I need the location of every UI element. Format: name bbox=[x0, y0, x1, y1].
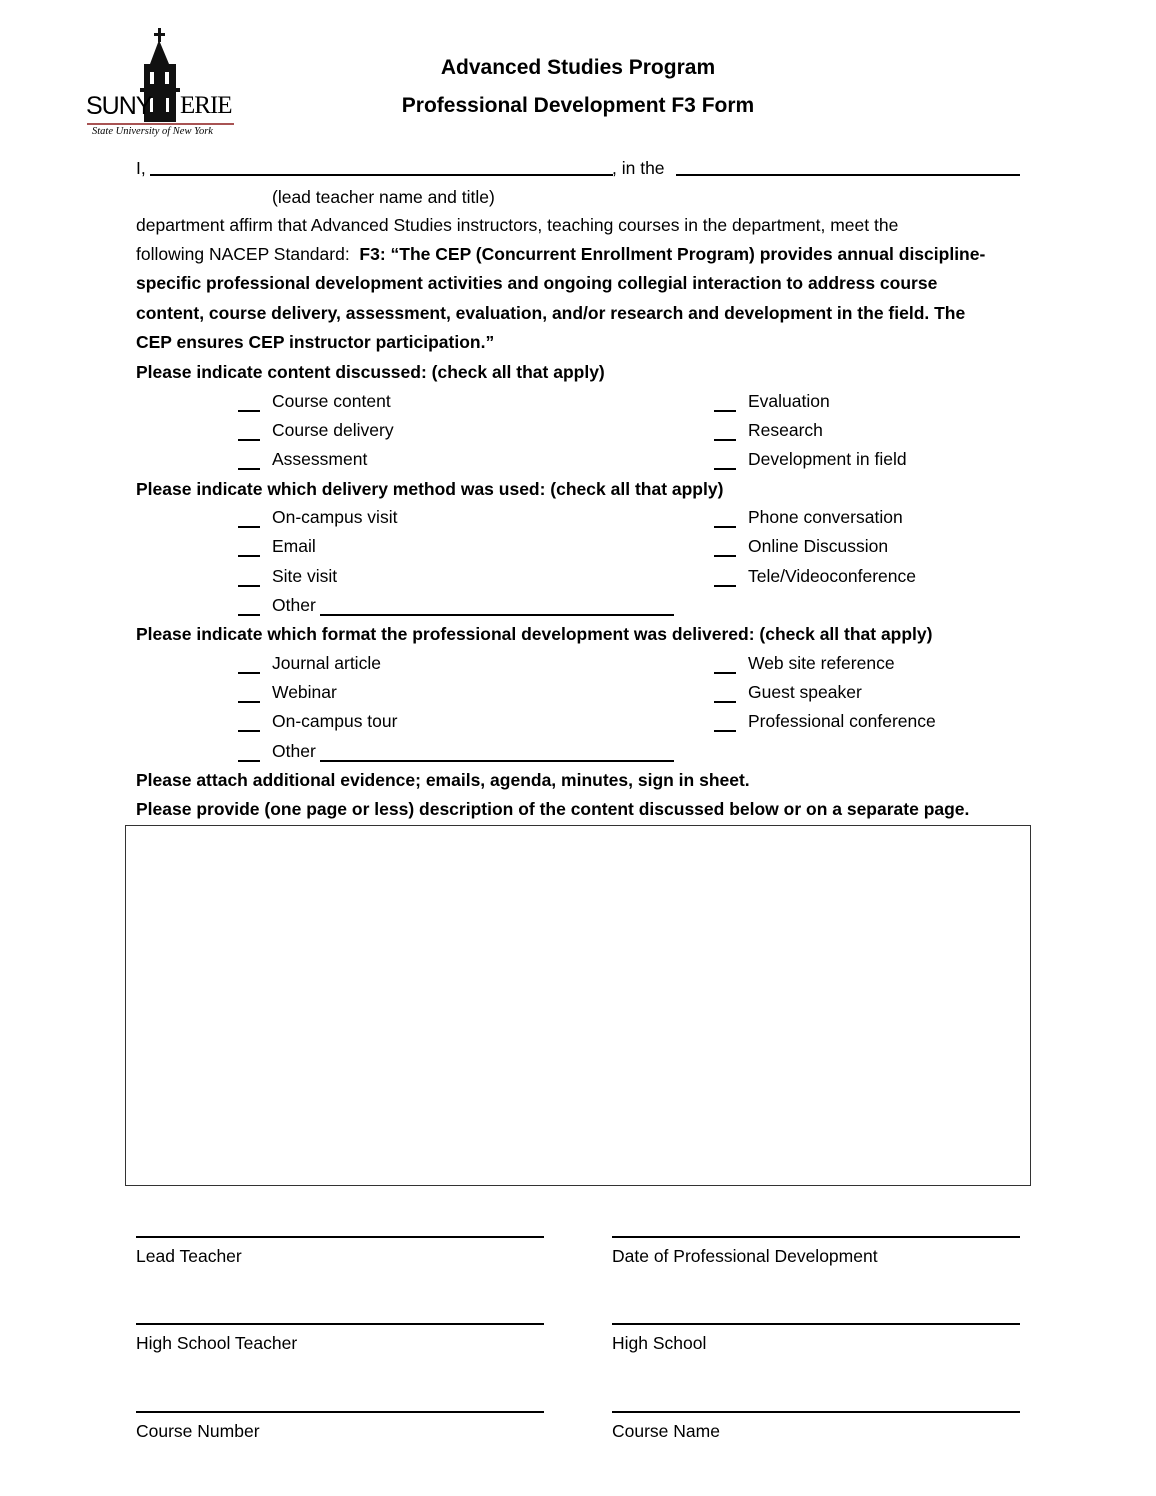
checkbox-tele-videoconference[interactable]: Tele/Videoconference bbox=[714, 565, 916, 587]
affirm-in-the: , in the bbox=[612, 158, 665, 178]
checkbox-professional-conference[interactable]: Professional conference bbox=[714, 710, 936, 732]
checkbox-delivery-other[interactable]: Other bbox=[238, 594, 674, 616]
affirm-line2-bold: F3: “The CEP (Concurrent Enrollment Program) provides annual discipline- bbox=[359, 244, 986, 265]
logo-suny-text: SUNY bbox=[86, 92, 152, 120]
checkbox-assessment[interactable]: Assessment bbox=[238, 448, 367, 470]
checkbox-online-discussion[interactable]: Online Discussion bbox=[714, 535, 888, 557]
content-heading: Please indicate content discussed: (check all that apply) bbox=[136, 362, 605, 382]
affirm-line2 bbox=[136, 240, 1026, 269]
course-name-line[interactable] bbox=[612, 1411, 1020, 1413]
checkbox-guest-speaker[interactable]: Guest speaker bbox=[714, 681, 862, 703]
delivery-heading: Please indicate which delivery method was used: (check all that apply) bbox=[136, 479, 724, 499]
checkbox-web-site-reference[interactable]: Web site reference bbox=[714, 652, 895, 674]
delivery-other-field[interactable] bbox=[320, 596, 674, 616]
checkbox-development-in-field[interactable]: Development in field bbox=[714, 448, 907, 470]
form-title-line1: Advanced Studies Program bbox=[440, 56, 716, 79]
affirm-line4: content, course delivery, assessment, evaluation, and/or research and development in the field. The bbox=[136, 302, 966, 323]
format-heading: Please indicate which format the professional development was delivered: (check all that apply) bbox=[136, 624, 933, 644]
checkbox-course-content[interactable]: Course content bbox=[238, 390, 391, 412]
date-label: Date of Professional Development bbox=[612, 1246, 878, 1266]
checkbox-format-other[interactable]: Other bbox=[238, 740, 674, 762]
date-signature-line[interactable] bbox=[612, 1236, 1020, 1238]
describe-instruction: Please provide (one page or less) description of the content discussed below or on a separate page. bbox=[136, 799, 970, 819]
checkbox-webinar[interactable]: Webinar bbox=[238, 681, 337, 703]
checkbox-research[interactable]: Research bbox=[714, 419, 823, 441]
checkbox-on-campus-visit[interactable]: On-campus visit bbox=[238, 506, 397, 528]
affirm-line2-plain: following NACEP Standard: bbox=[136, 244, 360, 265]
course-name-label: Course Name bbox=[612, 1421, 720, 1441]
checkbox-on-campus-tour[interactable]: On-campus tour bbox=[238, 710, 397, 732]
checkbox-journal-article[interactable]: Journal article bbox=[238, 652, 381, 674]
checkbox-site-visit[interactable]: Site visit bbox=[238, 565, 337, 587]
lead-teacher-name-field[interactable] bbox=[150, 174, 613, 176]
logo-subtitle: State University of New York bbox=[92, 126, 213, 137]
high-school-line[interactable] bbox=[612, 1323, 1020, 1325]
department-field[interactable] bbox=[676, 174, 1020, 176]
hs-teacher-label: High School Teacher bbox=[136, 1333, 298, 1353]
tower-icon bbox=[84, 26, 244, 141]
affirm-line5: CEP ensures CEP instructor participation.” bbox=[136, 331, 495, 352]
lead-teacher-signature-line[interactable] bbox=[136, 1236, 544, 1238]
affirm-line1: department affirm that Advanced Studies instructors, teaching courses in the department, meet the bbox=[136, 215, 899, 235]
logo-erie-text: ERIE bbox=[180, 92, 232, 119]
attach-evidence-instruction: Please attach additional evidence; emails, agenda, minutes, sign in sheet. bbox=[136, 770, 750, 790]
checkbox-course-delivery[interactable]: Course delivery bbox=[238, 419, 394, 441]
name-caption: (lead teacher name and title) bbox=[272, 187, 495, 207]
course-number-line[interactable] bbox=[136, 1411, 544, 1413]
lead-teacher-label: Lead Teacher bbox=[136, 1246, 242, 1266]
checkbox-evaluation[interactable]: Evaluation bbox=[714, 390, 830, 412]
affirm-line3: specific professional development activities and ongoing collegial interaction to address course bbox=[136, 273, 938, 294]
checkbox-email[interactable]: Email bbox=[238, 535, 316, 557]
high-school-label: High School bbox=[612, 1333, 707, 1353]
form-title-line2: Professional Development F3 Form bbox=[401, 94, 755, 117]
description-textarea[interactable] bbox=[125, 825, 1031, 1186]
format-other-field[interactable] bbox=[320, 742, 674, 762]
hs-teacher-signature-line[interactable] bbox=[136, 1323, 544, 1325]
checkbox-phone-conversation[interactable]: Phone conversation bbox=[714, 506, 903, 528]
suny-erie-logo bbox=[84, 26, 244, 141]
affirm-prefix: I, bbox=[136, 158, 146, 178]
course-number-label: Course Number bbox=[136, 1421, 260, 1441]
nacep-statement bbox=[136, 211, 1026, 357]
